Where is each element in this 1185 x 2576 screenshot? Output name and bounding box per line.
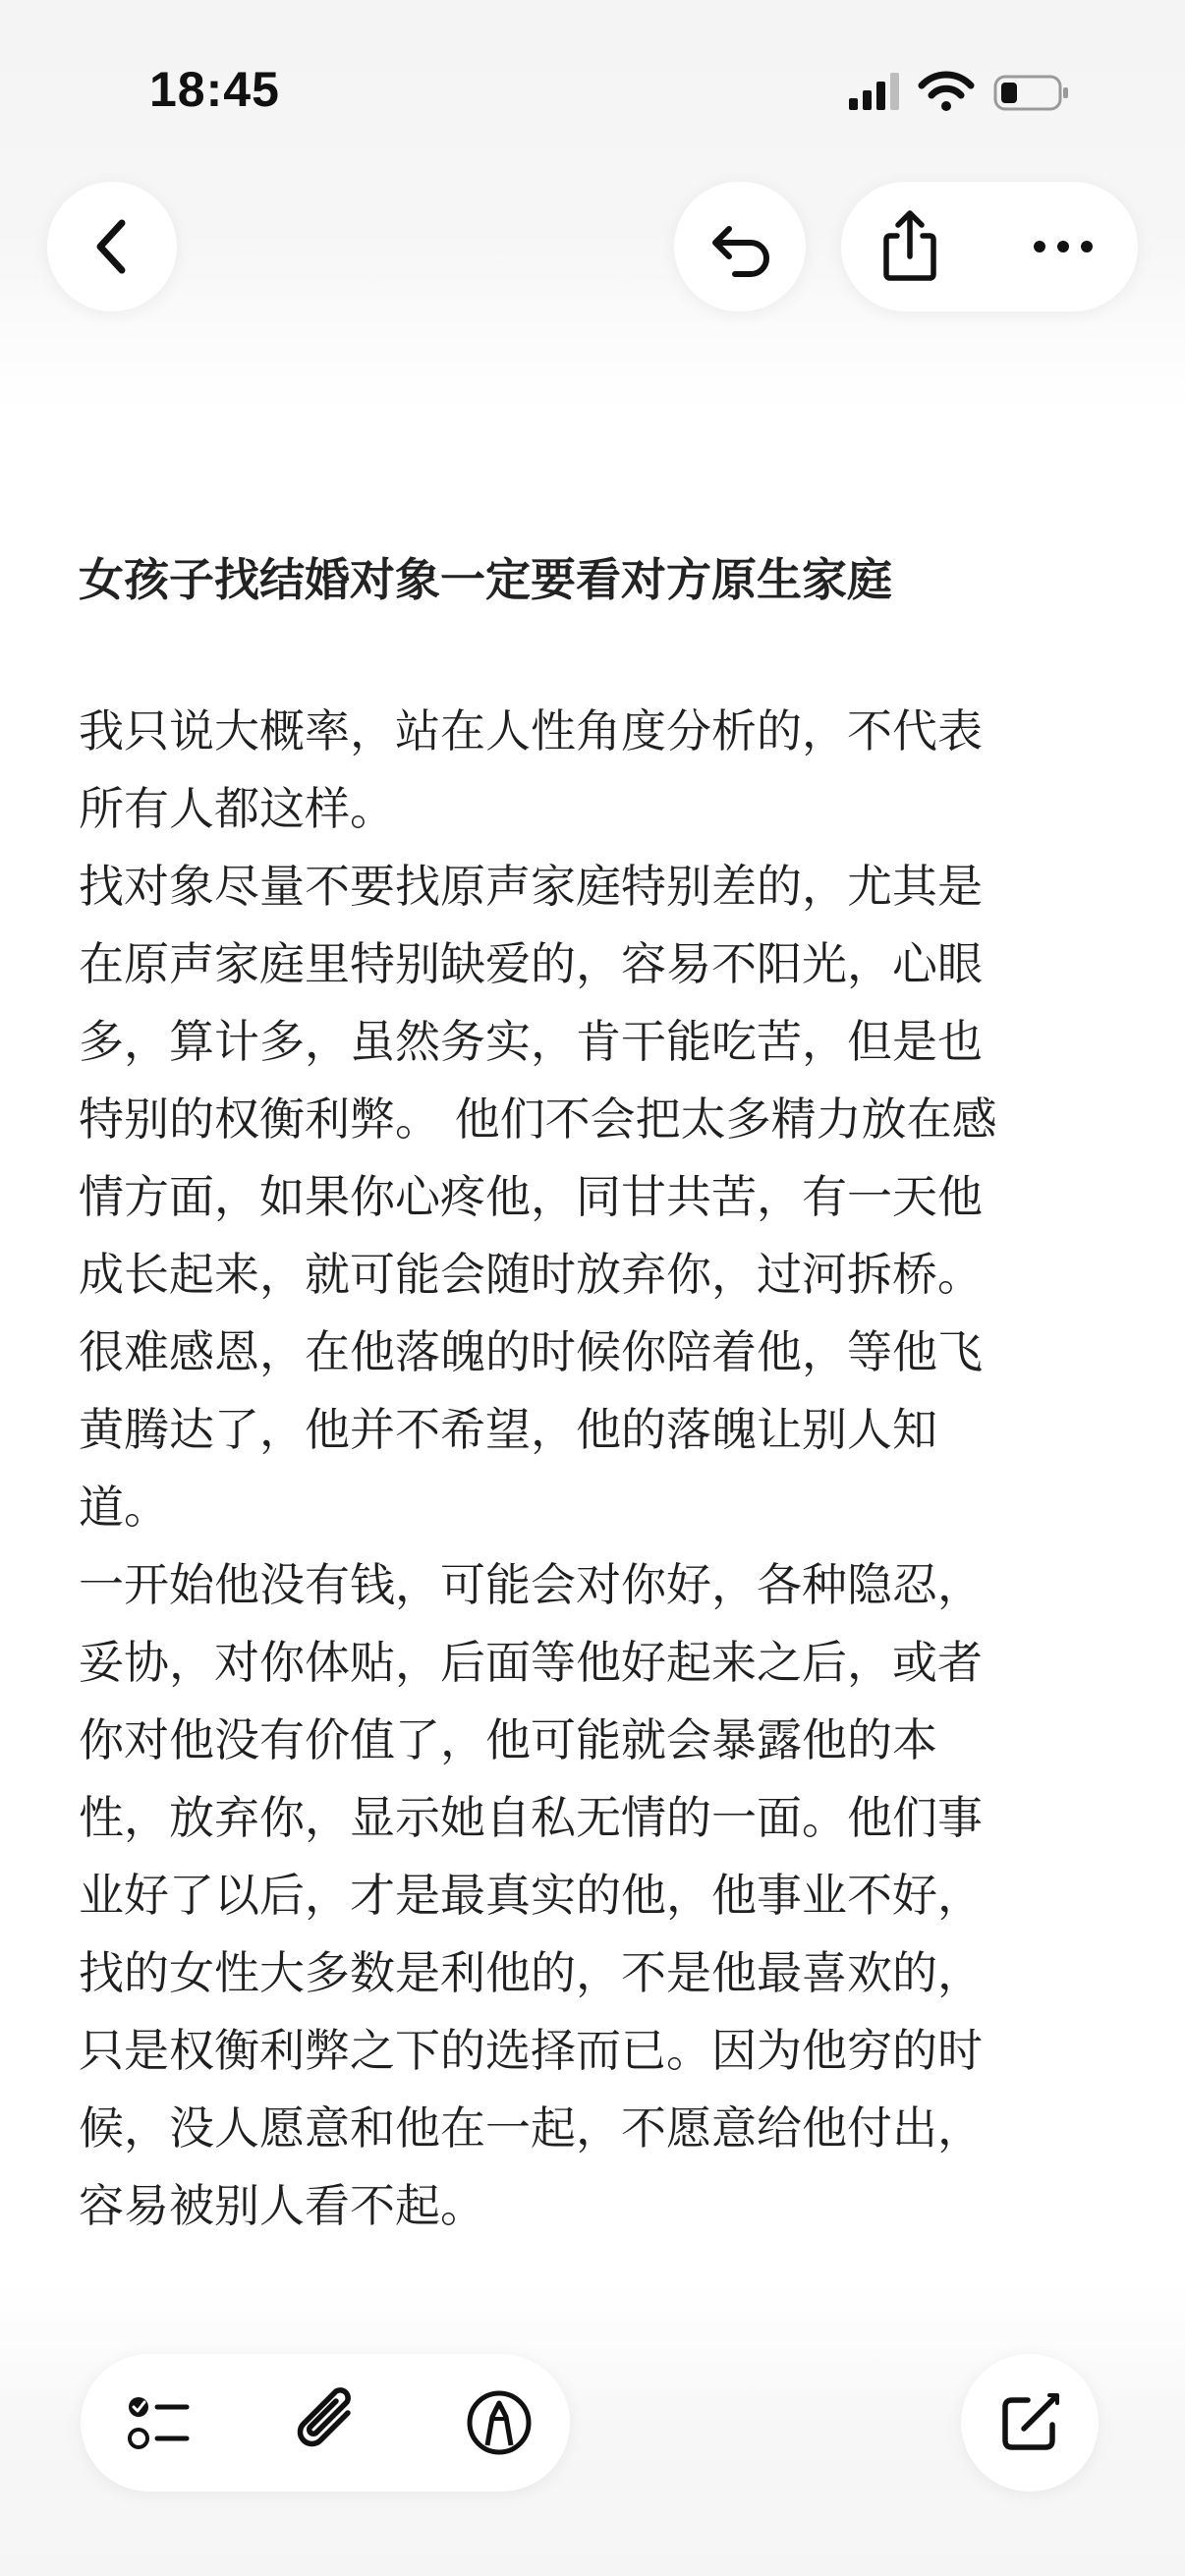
undo-icon [674,182,806,311]
checklist-button[interactable] [83,2354,220,2492]
note-line: 只是权衡利弊之下的选择而已。因为他穷的时 [79,2024,983,2077]
note-line: 找的女性大多数是利他的，不是他最喜欢的， [79,1946,983,1999]
note-line: 多，算计多，虽然务实，肯干能吃苦，但是也 [79,1015,983,1068]
note-title[interactable]: 女孩子找结婚对象一定要看对方原生家庭 [79,553,892,606]
compose-button[interactable] [961,2354,1099,2492]
note-line: 业好了以后，才是最真实的他，他事业不好， [79,1869,983,1922]
note-line: 黄腾达了，他并不希望，他的落魄让别人知 [79,1403,937,1456]
note-line: 找对象尽量不要找原声家庭特别差的，尤其是 [79,860,983,913]
note-body[interactable] [79,693,1110,2245]
note-line: 很难感恩，在他落魄的时候你陪着他，等他飞 [79,1325,983,1378]
note-line: 一开始他没有钱，可能会对你好，各种隐忍， [79,1558,983,1611]
note-line: 特别的权衡利弊。 他们不会把太多精力放在感 [79,1092,997,1146]
undo-button[interactable] [674,182,806,311]
checklist-icon [83,2354,220,2492]
cellular-signal-icon [849,73,899,110]
share-icon [841,182,979,311]
wifi-icon [922,75,971,111]
note-line: 候，没人愿意和他在一起，不愿意给他付出， [79,2101,983,2155]
more-button[interactable] [988,182,1138,311]
ellipsis-icon [988,182,1138,311]
note-line: 在原声家庭里特别缺爱的，容易不阳光，心眼 [79,937,983,990]
pen-markup-icon [430,2354,568,2492]
note-line: 情方面，如果你心疼他，同甘共苦，有一天他 [79,1170,983,1223]
paperclip-icon [257,2354,395,2492]
status-icons [845,69,1081,118]
note-line: 成长起来，就可能会随时放弃你，过河拆桥。 [79,1248,983,1301]
bottom-toolbar [81,2354,570,2492]
actions-pill [841,182,1138,311]
markup-button[interactable] [430,2354,568,2492]
note-line: 性，放弃你，显示她自私无情的一面。他们事 [79,1791,983,1844]
note-line: 容易被别人看不起。 [79,2179,485,2232]
battery-icon [995,77,1068,109]
status-time: 18:45 [149,62,280,117]
note-line: 妥协，对你体贴，后面等他好起来之后，或者 [79,1636,983,1689]
note-line: 我只说大概率，站在人性角度分析的，不代表 [79,704,983,757]
note-line: 道。 [79,1481,169,1534]
share-button[interactable] [841,182,979,311]
compose-icon [961,2354,1099,2492]
back-button[interactable] [47,182,177,311]
chevron-left-icon [47,182,177,311]
attachment-button[interactable] [257,2354,395,2492]
note-line: 你对他没有价值了，他可能就会暴露他的本 [79,1713,937,1766]
note-line: 所有人都这样。 [79,782,395,835]
